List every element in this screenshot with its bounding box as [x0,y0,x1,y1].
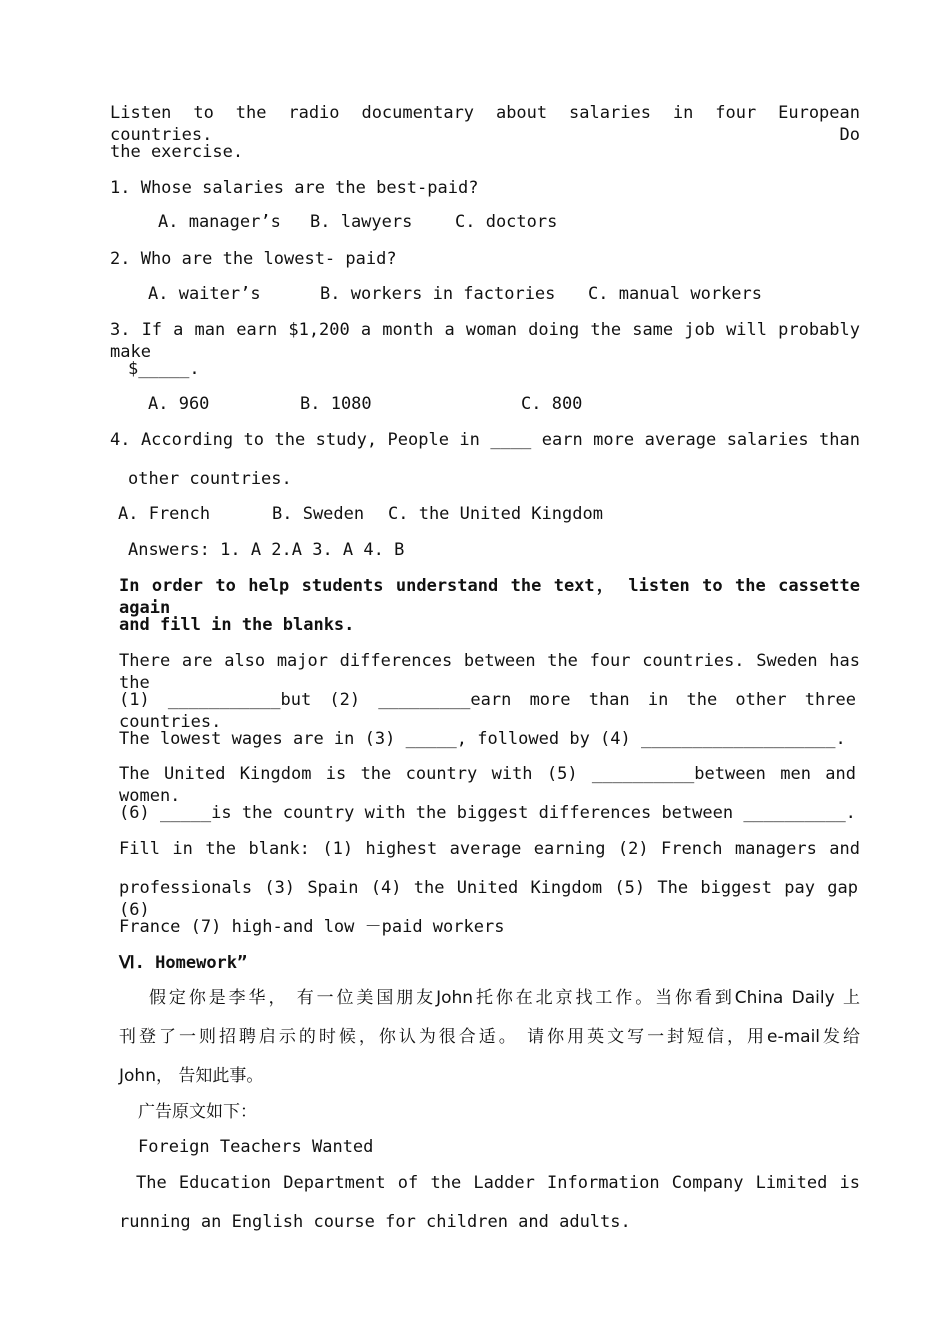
answers-line: Answers: 1. A 2.A 3. A 4. B [128,540,405,560]
q4-option-a: A. French [118,504,211,524]
q2-option-a: A. waiter’s [148,284,261,304]
q3-option-b: B. 1080 [300,394,372,414]
q3-option-a: A. 960 [148,394,210,414]
q4-option-c: C. the United Kingdom [388,504,603,524]
intro-line-1: Listen to the radio documentary about salaries in four European countries. Do [110,103,860,145]
question-3-line-2: $_____. [128,359,200,379]
fill-instruction-line-2: and fill in the blanks. [119,615,355,635]
fill-instruction-line-1: In order to help students understand the text， listen to the cassette again [119,576,860,618]
q1-option-c: C. doctors [455,212,558,232]
homework-paragraph-line-2: 刊登了一则招聘启示的时候，你认为很合适。 请你用英文写一封短信，用e-mail发给 [119,1027,860,1047]
intro-line-2: the exercise. [110,142,244,162]
fill-answer-line-3: France (7) high-and low －paid workers [119,917,505,937]
q1-option-b: B. lawyers [310,212,413,232]
ad-line-1: The Education Department of the Ladder Information Company Limited is [136,1173,860,1193]
fill-line-2: (1) ___________but (2) _________earn more than in the other three countries. [119,690,856,732]
homework-paragraph-line-1: 假定你是李华， 有一位美国朋友John托你在北京找工作。当你看到China Daily 上 [149,988,860,1008]
question-1: 1. Whose salaries are the best-paid? [110,178,479,198]
q2-option-c: C. manual workers [588,284,762,304]
fill-line-1: There are also major differences between the four countries. Sweden has the [119,651,860,693]
fill-line-3: The lowest wages are in (3) _____, followed by (4) ___________________. [119,729,846,749]
fill-line-5: (6) _____is the country with the biggest differences between __________. [119,803,856,823]
fill-answer-line-1: Fill in the blank: (1) highest average earning (2) French managers and [119,839,860,859]
question-3-line-1: 3. If a man earn $1,200 a month a woman doing the same job will probably make [110,320,860,362]
homework-heading: Ⅵ. Homework” [119,953,248,973]
question-4-line-1: 4. According to the study, People in ____ earn more average salaries than [110,430,860,450]
ad-title: Foreign Teachers Wanted [138,1137,374,1157]
q3-option-c: C. 800 [521,394,583,414]
q2-option-b: B. workers in factories [320,284,556,304]
q4-option-b: B. Sweden [272,504,365,524]
question-4-line-2: other countries. [128,469,292,489]
ad-line-2: running an English course for children and adults. [119,1212,631,1232]
ad-label: 广告原文如下： [138,1102,257,1122]
fill-answer-line-2: professionals (3) Spain (4) the United Kingdom (5) The biggest pay gap (6) [119,878,858,920]
question-2: 2. Who are the lowest- paid? [110,249,397,269]
homework-paragraph-line-3: John， 告知此事。 [119,1066,264,1086]
q1-option-a: A. manager’s [158,212,281,232]
fill-line-4: The United Kingdom is the country with (5) __________between men and women. [119,764,856,806]
